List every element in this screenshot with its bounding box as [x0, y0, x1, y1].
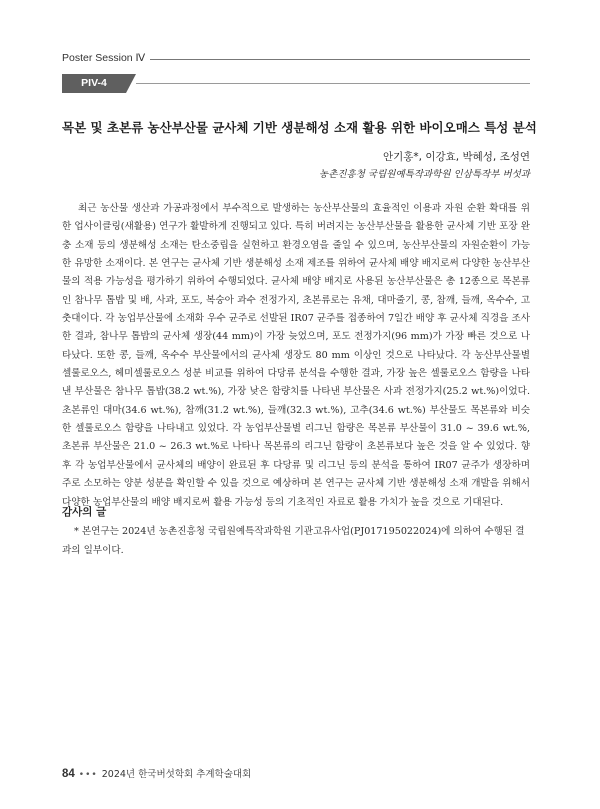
- header-rule: [150, 59, 530, 60]
- running-header: [62, 52, 530, 66]
- author-list: 안기홍*, 이강효, 박혜성, 조성연: [383, 151, 530, 163]
- page-number: 84: [62, 768, 75, 780]
- affiliation: 농촌진흥청 국립원예특작과학원 인삼특작부 버섯과: [319, 169, 530, 180]
- session-label: Poster Session Ⅳ: [62, 52, 146, 64]
- page-footer: [62, 762, 252, 780]
- tag-rule: [136, 83, 530, 84]
- footer-dots: •••: [78, 770, 98, 780]
- paper-title: 목본 및 초본류 농산부산물 균사체 기반 생분해성 소재 활용 위한 바이오매스 특성 분석: [62, 120, 537, 135]
- conference-name: 2024년 한국버섯학회 추계학술대회: [101, 769, 252, 780]
- abstract-body: 최근 농산물 생산과 가공과정에서 부수적으로 발생하는 농산부산물의 효율적인 이용과 자원 순환 확대를 위한 업사이클링(새활용) 연구가 활발하게 진행되고 있다. 특히 버려지는 농산부산물을 활용한 균사체 기반 포장 완충 소재 등의 생분해성 소재는 탄소중립을 실현하고 환경오염을 줄일 수 있으며, 농산부산물의 자원순환이 가능한 유망한 소재이다. 본 연구는 균사체 기반 생분해성 소재 제조를 위하여 균사체 배양 배지로써 다양한 농산부산물의 적용 가능성을 평가하기 위하여 수행되었다. 균사체 배양 배지로 사용된 농산부산물은 총 12종으로 목본류인 참나무 톱밥 및 배, 사과, 포도, 복숭아 과수 전정가지, 초본류로는 유채, 대마줄기, 콩, 참깨, 들깨, 옥수수, 고춧대이다. 각 농업부산물에 소재화 우수 균주로 선발된 IR07 균주를 접종하여 7일간 배양 후 균사체 직경을 조사한 결과, 참나무 톱밥의 균사체 생장(44 mm)이 가장 늦었으며, 포도 전정가지(96 mm)가 가장 빠른 것으로 나타났다. 또한 콩, 들깨, 옥수수 부산물에서의 균사체 생장도 80 mm 이상인 것으로 나타났다. 각 농산부산물별 셀룰로오스, 헤미셀룰로오스 성분 비교를 위하여 다당류 분석을 수행한 결과, 가장 높은 셀룰로오스 함량을 나타낸 부산물은 참나무 톱밥(38.2 wt.%), 가장 낮은 함량치를 나타낸 부산물은 사과 전정가지(25.2 wt.%)이었다. 초본류인 대마(34.6 wt.%), 참깨(31.2 wt.%), 들깨(32.3 wt.%), 고추(34.6 wt.%) 부산물도 목본류와 비슷한 셀룰로오스 함량을 나타내고 있었다. 각 농업부산물별 리그닌 함량은 목본류 부산물이 31.0 ~ 39.6 wt.%, 초본류 부산물은 21.0 ~ 26.3 wt.%로 나타나 목본류의 리그닌 함량이 초본류보다 높은 것을 알 수 있었다. 향후 각 농업부산물에서 균사체의 배양이 완료된 후 다당류 및 리그닌 등의 분석을 통하여 IR07 균주가 생장하며 주로 소모하는 양분 성분을 확인할 수 있을 것으로 예상하며 본 연구는 균사체 기반 생분해성 소재 개발을 위해서 다양한 농업부산물의 배양 배지로써 활용 가능성 등의 기초적인 자료로 활용 가치가 높을 것으로 기대된다.: [62, 203, 530, 508]
- acknowledgement-text: * 본연구는 2024년 농촌진흥청 국립원예특작과학원 기관고유사업(PJ017195022024)에 의하여 수행된 결과의 일부이다.: [62, 526, 525, 556]
- poster-id-tag: PIV-4: [62, 74, 126, 93]
- acknowledgement-heading: 감사의 글: [62, 506, 107, 518]
